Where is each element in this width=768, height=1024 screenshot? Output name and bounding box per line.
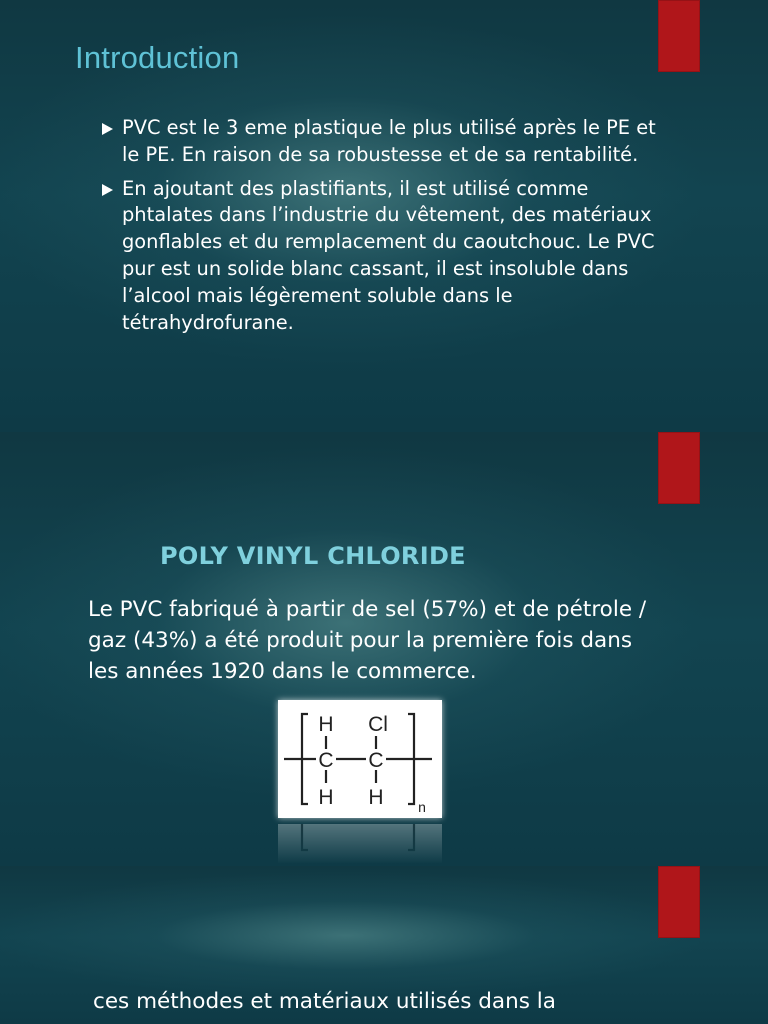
atom-label: C [368, 749, 384, 772]
slide-poly-vinyl-chloride [0, 432, 768, 866]
atom-label: H [318, 786, 334, 809]
triangle-bullet-icon [102, 123, 113, 135]
bullet-text: En ajoutant des plastifiants, il est utilisé comme phtalates dans l’industrie du vêtement, des matériaux gonflables et du remplacement du caoutchouc. Le PVC pur est un solide blanc cassant, il est insoluble dans l’alcool mais légèrement soluble dans le tétrahydrofurane. [122, 176, 655, 334]
slide-methods [0, 866, 768, 1024]
formula-drawing [278, 700, 442, 818]
atom-label: H [318, 713, 334, 736]
bullet-text: PVC est le 3 eme plastique le plus utilisé après le PE et le PE. En raison de sa robustesse et de sa rentabilité. [122, 116, 656, 166]
formula-reflection [278, 824, 442, 864]
slide-paragraph: Le PVC fabriqué à partir de sel (57%) et de pétrole / gaz (43%) a été produit pour la première fois dans les années 1920 dans le commerce. [88, 597, 647, 684]
slide-subtitle: POLY VINYL CHLORIDE [160, 542, 466, 570]
bullet-item [100, 115, 660, 169]
subscript-label: n [418, 799, 426, 815]
slide-paragraph: ces méthodes et matériaux utilisés dans la [93, 989, 556, 1014]
bullet-list [100, 115, 660, 343]
red-accent-tab [658, 432, 700, 504]
atom-label: Cl [368, 713, 388, 736]
red-accent-tab [658, 866, 700, 938]
bullet-item [100, 176, 660, 337]
atom-label: H [368, 786, 384, 809]
red-accent-tab [658, 0, 700, 72]
atom-label: C [318, 749, 334, 772]
slide-title: Introduction [75, 40, 240, 75]
slide-introduction [0, 0, 768, 432]
pvc-structural-formula [278, 700, 442, 818]
triangle-bullet-icon [102, 184, 113, 196]
